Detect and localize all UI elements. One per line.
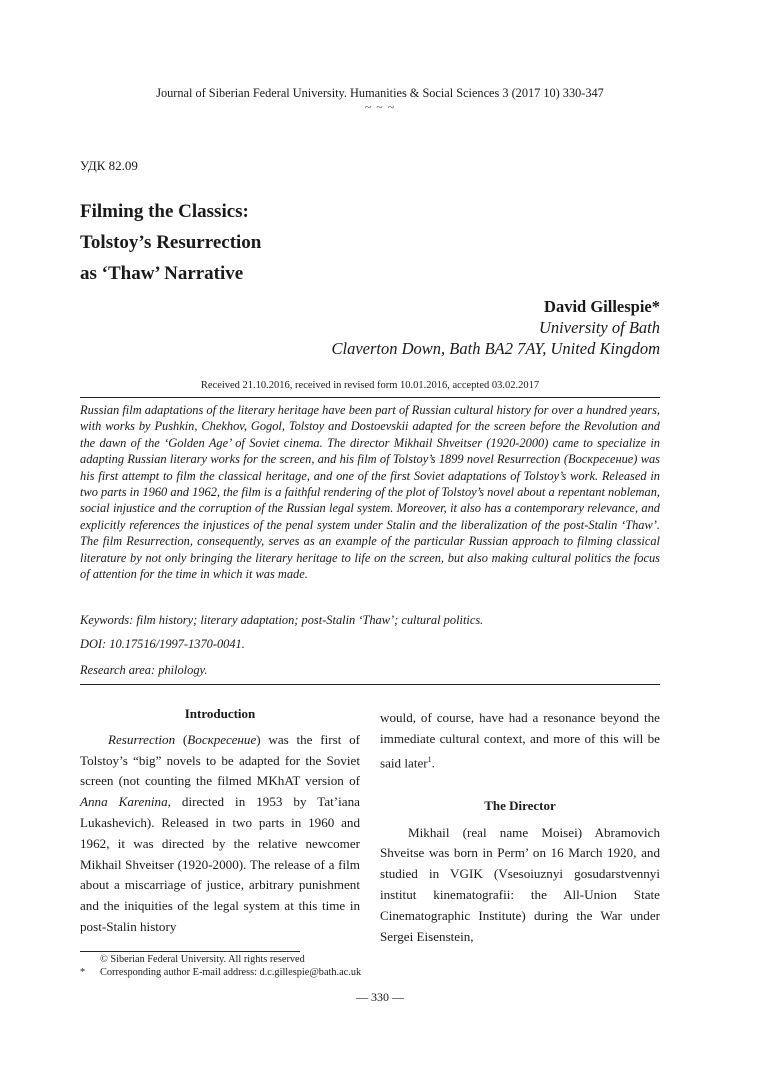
author-address: Claverton Down, Bath BA2 7AY, United Kingdom	[331, 339, 660, 358]
title-line-1: Filming the Classics:	[80, 201, 249, 222]
right-column	[380, 708, 660, 947]
received-dates: Received 21.10.2016, received in revised form 10.01.2016, accepted 03.02.2017	[200, 380, 540, 391]
left-column	[80, 704, 360, 938]
journal-header: Journal of Siberian Federal University. Humanities & Social Sciences 3 (2017 10) 330-347	[156, 86, 604, 100]
title-line-2: Tolstoy’s Resurrection	[80, 232, 262, 253]
page-number: — 330 —	[356, 990, 404, 1004]
author-name: David Gillespie*	[544, 297, 660, 316]
keywords: Keywords: film history; literary adaptation; post-Stalin ‘Thaw’; cultural politics.	[80, 613, 484, 627]
section-heading-director: The Director	[484, 797, 556, 813]
corresponding-author: Corresponding author E-mail address: d.c.gillespie@bath.ac.uk	[100, 967, 362, 978]
author-block	[332, 296, 660, 359]
abstract-top-rule	[80, 397, 660, 398]
article-title	[80, 196, 261, 289]
footnote-star: *	[80, 967, 86, 978]
title-line-3: as ‘Thaw’ Narrative	[80, 263, 244, 284]
header-ornament: ~ ~ ~	[364, 100, 396, 114]
abstract-bottom-rule	[80, 684, 660, 685]
continued-paragraph: would, of course, have had a resonance beyond the immediate cultural context, and more of this will be said later$^1$.	[380, 710, 660, 770]
footnote-rule	[80, 951, 300, 952]
director-paragraph: Mikhail (real name Moisei) Abramovich Shveitse was born in Perm’ on 16 March 1920, and studied in VGIK (Vsesoiuznyi gosudarstvennyi institut kinematografii: the All-Union State Cinematographic Institute) during the War under Sergei Eisenstein,	[380, 824, 660, 944]
footnote-ref[interactable]: 1	[427, 754, 432, 764]
research-area: Research area: philology.	[80, 663, 208, 677]
intro-paragraph: Resurrection (Воскресение) was the first of Tolstoy’s “big” novels to be adapted for the Soviet screen (not counting the filmed MKhAT version of Anna Karenina, directed in 1953 by Tat’iana Lukashevich). Released in two parts in 1960 and 1962, it was directed by the relative newcomer Mikhail Shveitser (1920-2000). The release of a film about a miscarriage of justice, arbitrary punishment and the iniquities of the legal system at this time in post-Stalin history	[80, 731, 360, 934]
doi: DOI: 10.17516/1997-1370-0041.	[80, 637, 245, 651]
section-heading-introduction: Introduction	[184, 706, 256, 721]
udk-code: УДК 82.09	[80, 158, 138, 173]
copyright-note: © Siberian Federal University. All rights reserved	[100, 954, 305, 965]
author-affiliation: University of Bath	[539, 318, 660, 337]
abstract: Russian film adaptations of the literary heritage have been part of Russian cultural history for over a hundred years, with works by Pushkin, Chekhov, Gogol, Tolstoy and Dostoevskii adapted for the screen before the Revolution and the dawn of the ‘Golden Age’ of Soviet cinema. The director Mikhail Shveitser (1920-2000) came to specialize in adapting Russian literary works for the screen, and his film of Tolstoy’s 1899 novel Resurrection (Воскресение) was his first attempt to film the classical heritage, and one of the first Soviet adaptations of Tolstoy’s work. Released in two parts in 1960 and 1962, the film is a faithful rendering of the plot of Tolstoy’s novel about a repentant nobleman, social injustice and the corruption of the Russian legal system. Moreover, it also has a contemporary relevance, and explicitly references the injustices of the penal system under Stalin and the liberalization of the post-Stalin ‘Thaw’. The film Resurrection, consequently, serves as an example of the particular Russian approach to filming classical literature by not only bringing the literary heritage to life on the screen, but also making cultural politics the focus of attention for the time in which it was made.	[80, 403, 660, 582]
